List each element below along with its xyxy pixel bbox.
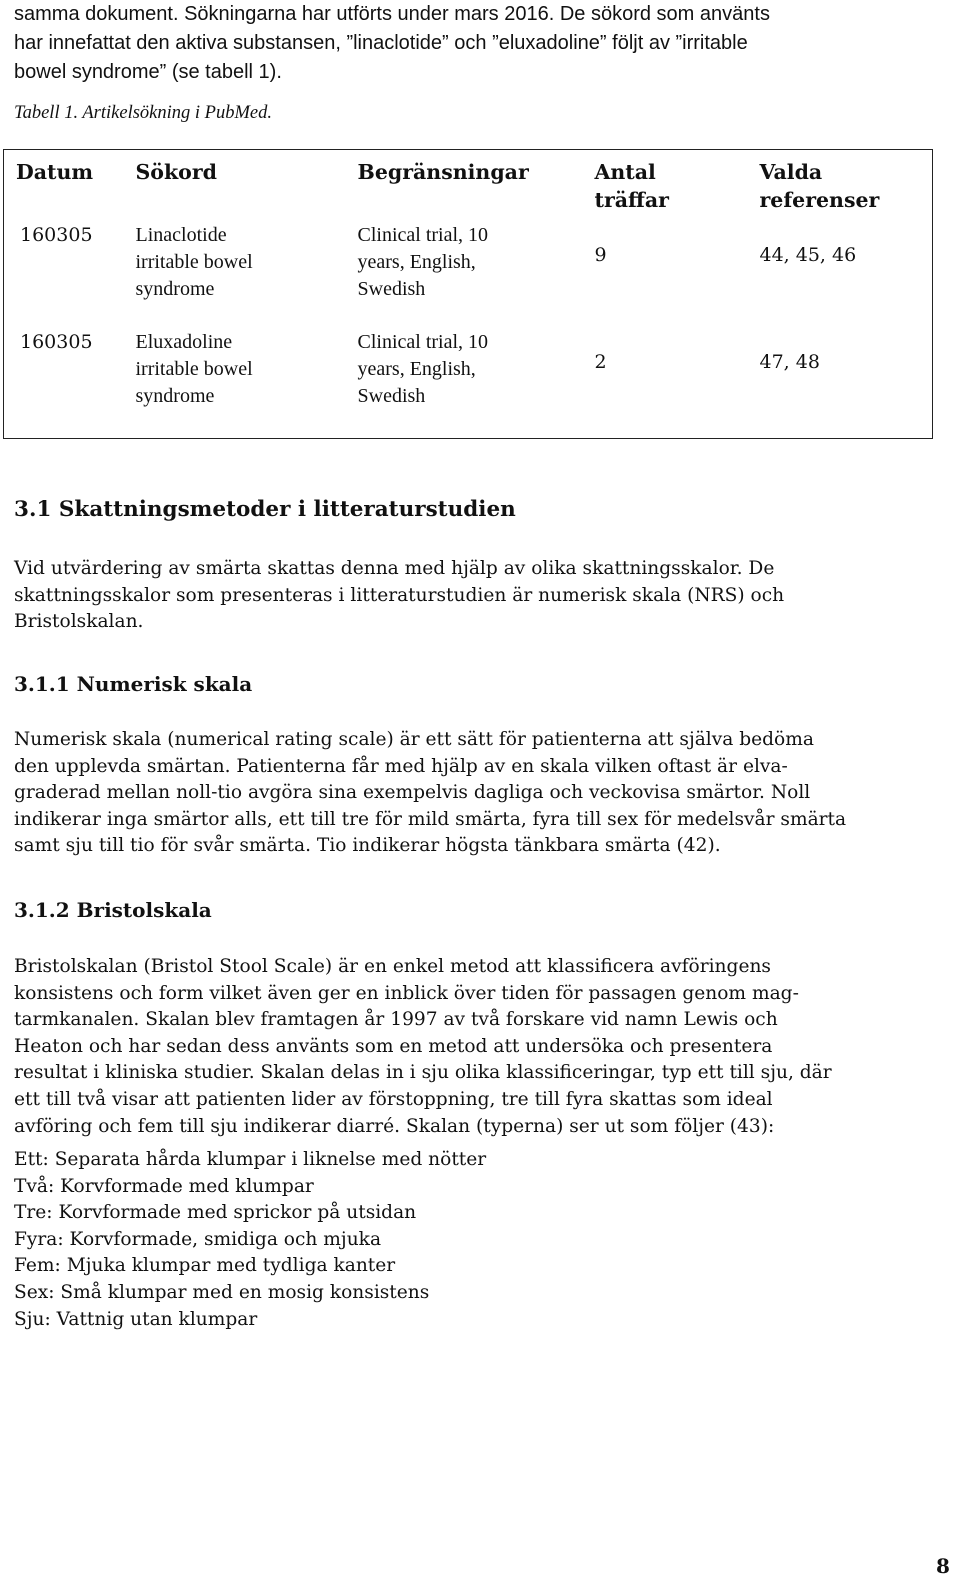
list-item: Ett: Separata hårda klumpar i liknelse med nötter xyxy=(14,1149,487,1170)
intro-line: har innefattat den aktiva substansen, ”linaclotide” och ”eluxadoline” följt av ”irritable xyxy=(14,32,748,54)
section-3-1-2-paragraph xyxy=(14,954,949,1140)
header-hits xyxy=(595,150,760,215)
limit-line: Clinical trial, 10 xyxy=(357,224,489,246)
section-heading-3-1: 3.1 Skattningsmetoder i litteraturstudien xyxy=(14,497,516,522)
list-item: Två: Korvformade med klumpar xyxy=(14,1175,314,1197)
term-line: Eluxadoline xyxy=(135,330,233,353)
intro-line: bowel syndrome” (se tabell 1). xyxy=(14,61,282,83)
section-3-1-paragraph xyxy=(14,556,949,636)
section-heading-3-1-1: 3.1.1 Numerisk skala xyxy=(14,672,253,696)
limit-line: Clinical trial, 10 xyxy=(357,330,489,353)
term-line: irritable bowel xyxy=(135,357,253,380)
term-line: syndrome xyxy=(135,278,215,300)
limit-line: Swedish xyxy=(357,278,426,300)
cell-term xyxy=(136,321,358,439)
header-hits-line1: Antal xyxy=(594,160,656,184)
list-item: Sju: Vattnig utan klumpar xyxy=(14,1308,258,1330)
text-line: konsistens och form vilket även ger en inblick över tiden för passagen genom mag- xyxy=(14,982,799,1004)
cell-hits: 9 xyxy=(594,244,607,266)
section-heading-3-1-2: 3.1.2 Bristolskala xyxy=(14,898,212,922)
text-line: Heaton och har sedan dess använts som en metod att undersöka och presentera xyxy=(14,1035,773,1057)
cell-hits: 2 xyxy=(594,350,607,373)
list-item: Fem: Mjuka klumpar med tydliga kanter xyxy=(14,1255,396,1277)
text-line: resultat i kliniska studier. Skalan delas in i sju olika klassificeringar, typ ett till sju, där xyxy=(14,1062,832,1084)
header-refs-line2: referenser xyxy=(759,188,880,212)
text-line: skattningsskalor som presenteras i litteraturstudien är numerisk skala (NRS) och xyxy=(14,584,785,606)
bristol-types-list xyxy=(14,1147,486,1333)
header-hits-line2: träffar xyxy=(594,188,669,212)
intro-line: samma dokument. Sökningarna har utförts under mars 2016. De sökord som använts xyxy=(14,3,770,25)
text-line: Vid utvärdering av smärta skattas denna med hjälp av olika skattningsskalor. De xyxy=(14,558,775,579)
cell-refs: 47, 48 xyxy=(759,350,820,373)
term-line: Linaclotide xyxy=(135,224,227,246)
text-line: indikerar inga smärtor alls, ett till tre för mild smärta, fyra till sex för medelsvår smärta xyxy=(14,808,847,830)
limit-line: Swedish xyxy=(357,384,426,407)
cell-refs: 44, 45, 46 xyxy=(759,244,857,266)
table-header-row xyxy=(4,150,933,215)
cell-date: 160305 xyxy=(20,224,93,246)
header-refs xyxy=(760,150,933,215)
limit-line: years, English, xyxy=(357,357,476,380)
term-line: irritable bowel xyxy=(135,251,253,273)
text-line: Bristolskalan. xyxy=(14,611,144,633)
list-item: Tre: Korvformade med sprickor på utsidan xyxy=(14,1202,417,1224)
header-term: Sökord xyxy=(135,160,217,184)
text-line: tarmkanalen. Skalan blev framtagen år 1997 av två forskare vid namn Lewis och xyxy=(14,1009,778,1031)
header-refs-line1: Valda xyxy=(759,160,823,184)
text-line: samt sju till tio för svår smärta. Tio indikerar högsta tänkbara smärta (42). xyxy=(14,835,721,857)
text-line: Bristolskalan (Bristol Stool Scale) är en enkel metod att klassificera avföringens xyxy=(14,956,771,977)
table-caption: Tabell 1. Artikelsökning i PubMed. xyxy=(14,103,272,123)
limit-line: years, English, xyxy=(357,251,476,273)
cell-date: 160305 xyxy=(20,330,93,353)
header-limits: Begränsningar xyxy=(357,160,529,184)
list-item: Fyra: Korvformade, smidiga och mjuka xyxy=(14,1228,382,1250)
list-item: Sex: Små klumpar med en mosig konsistens xyxy=(14,1281,430,1303)
table-row xyxy=(4,214,933,321)
text-line: Numerisk skala (numerical rating scale) är ett sätt för patienterna att själva bedöma xyxy=(14,729,814,750)
text-line: graderad mellan noll-tio avgöra sina exempelvis dagliga och veckovisa smärtor. Noll xyxy=(14,782,811,804)
term-line: syndrome xyxy=(135,384,215,407)
section-3-1-1-paragraph xyxy=(14,727,949,860)
header-date: Datum xyxy=(16,160,94,184)
cell-term xyxy=(136,214,358,321)
page-number: 8 xyxy=(936,1554,950,1578)
cell-limits xyxy=(358,214,595,321)
intro-paragraph xyxy=(14,0,944,87)
text-line: den upplevda smärtan. Patienterna får med hjälp av en skala vilken oftast är elva- xyxy=(14,755,788,777)
cell-limits xyxy=(358,321,595,439)
table-row xyxy=(4,321,933,439)
text-line: ett till två visar att patienten lider av förstoppning, tre till fyra skattas som ideal xyxy=(14,1088,773,1110)
search-table xyxy=(3,149,933,439)
text-line: avföring och fem till sju indikerar diarré. Skalan (typerna) ser ut som följer (43): xyxy=(14,1115,775,1137)
